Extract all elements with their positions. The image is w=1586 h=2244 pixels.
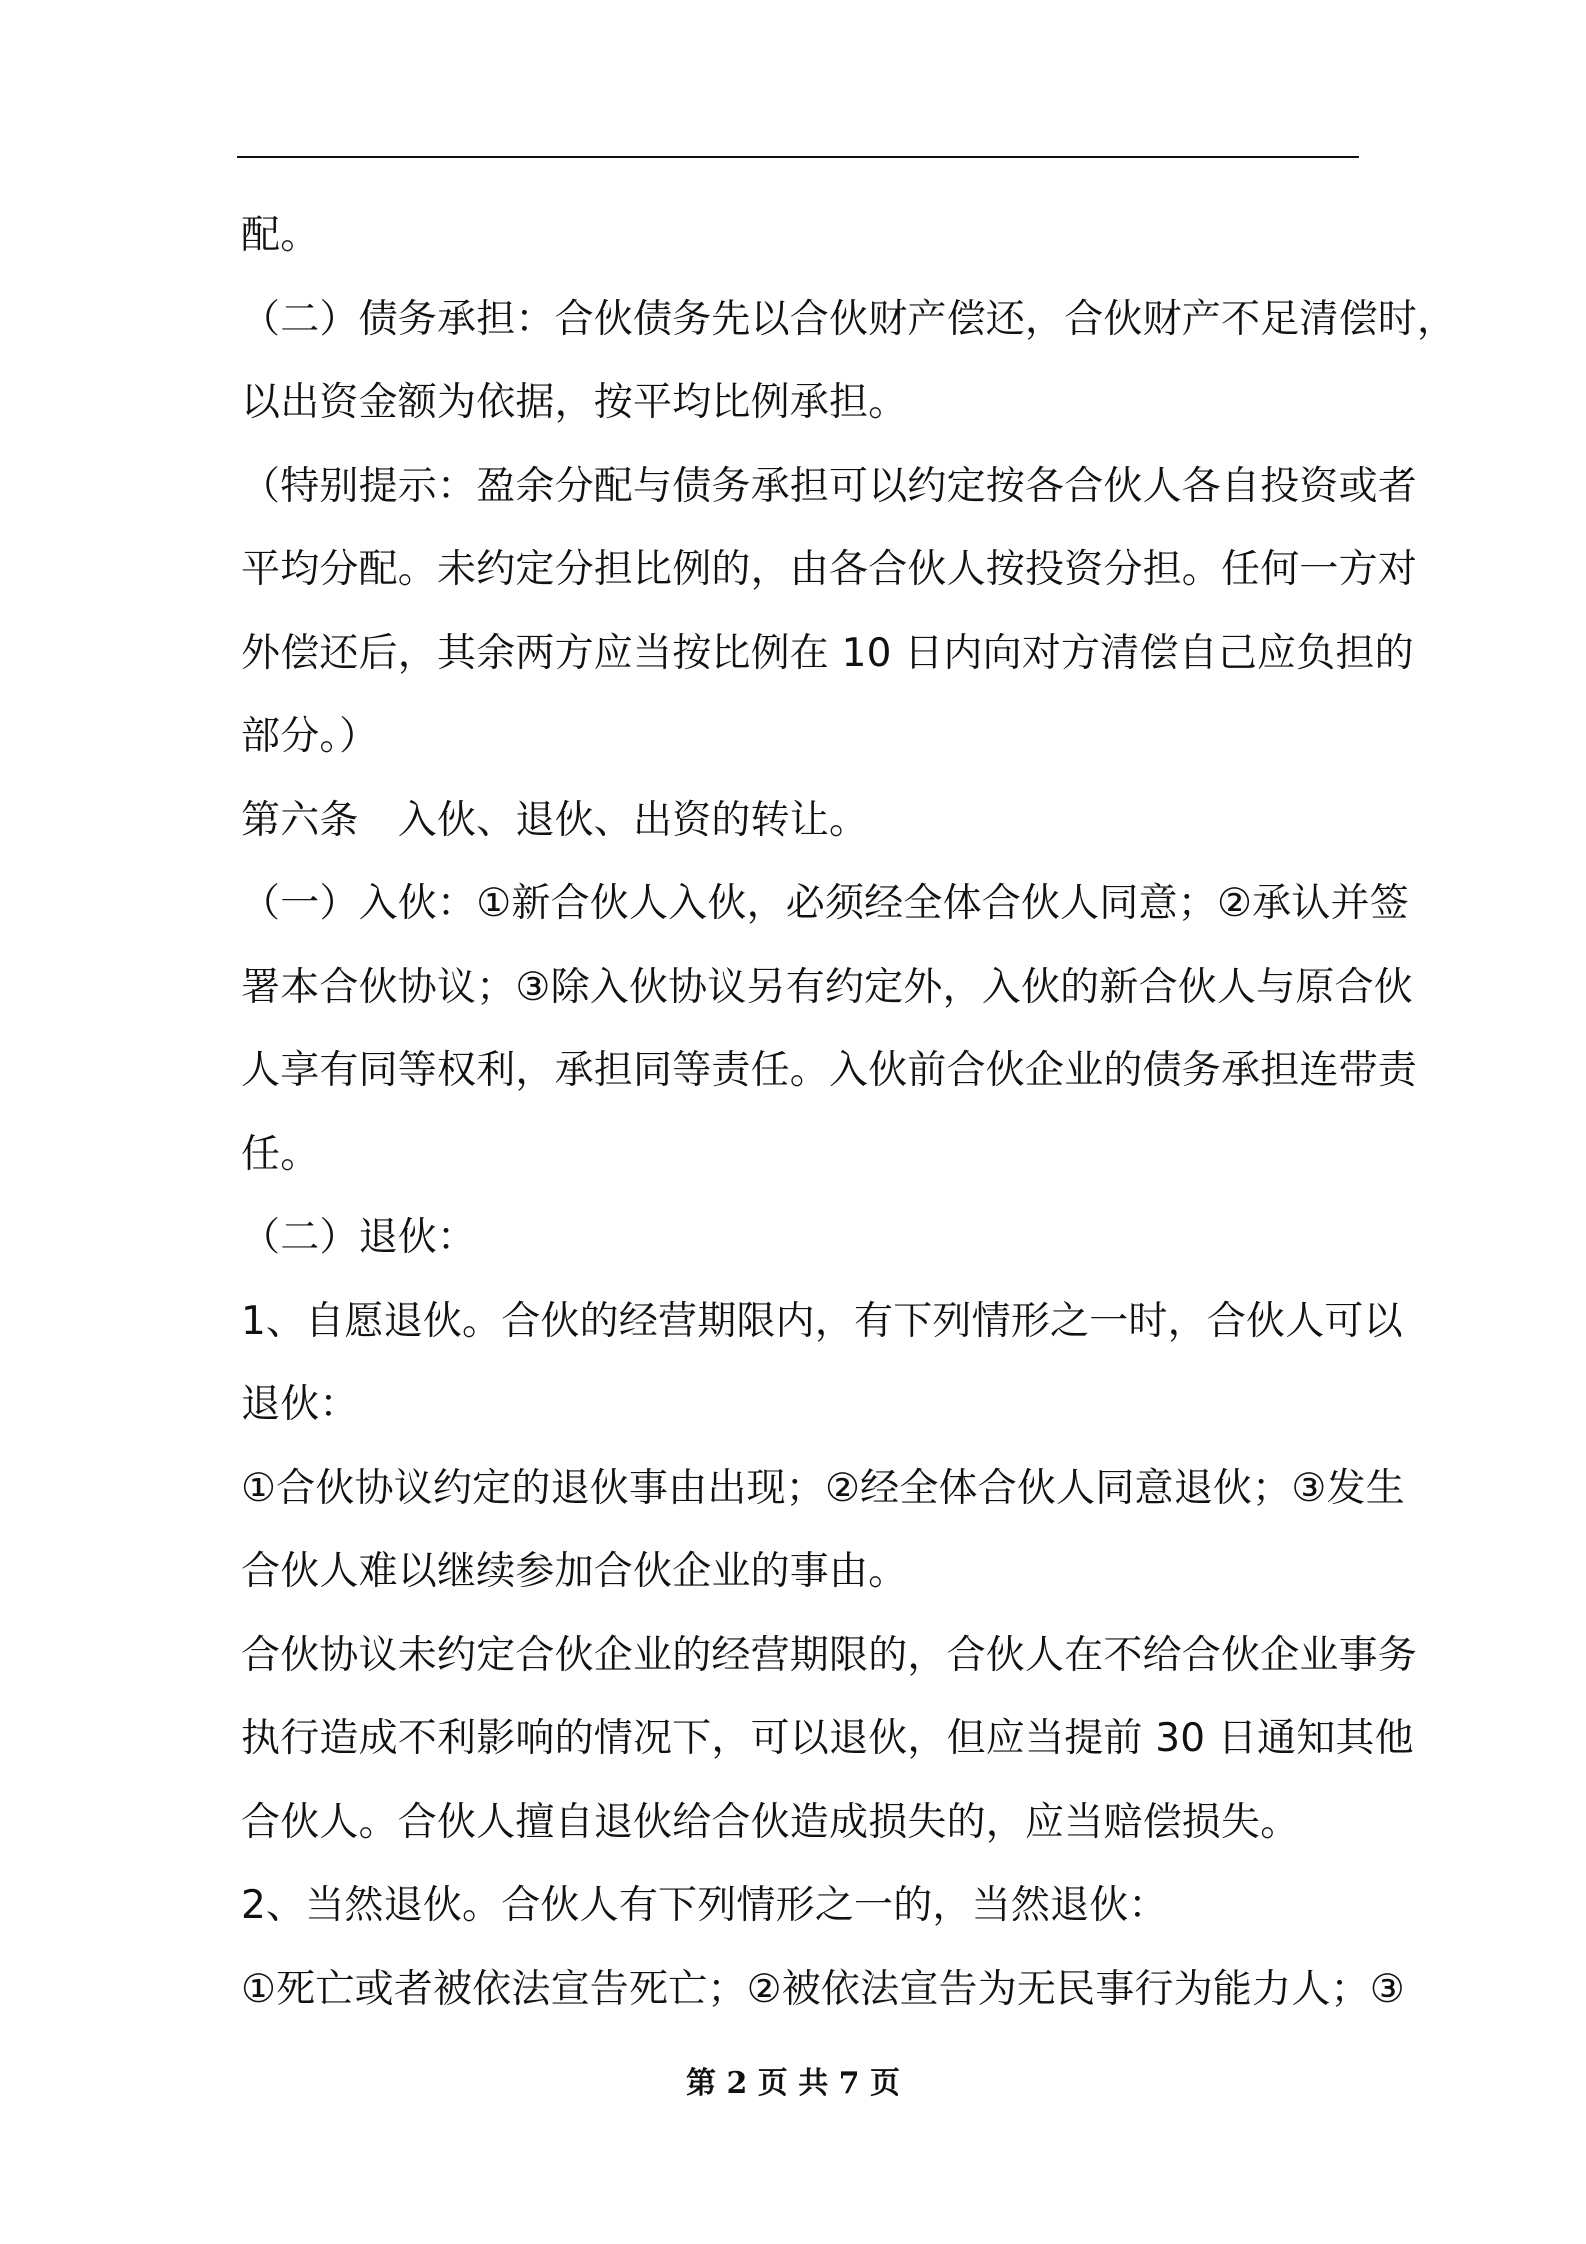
page-number: 第 2 页 共 7 页 xyxy=(686,2066,900,2101)
text-line: （二）债务承担：合伙债务先以合伙财产偿还，合伙财产不足清偿时， xyxy=(241,296,1457,342)
text-line: 合伙协议未约定合伙企业的经营期限的，合伙人在不给合伙企业事务 xyxy=(241,1632,1418,1678)
text-line: 署本合伙协议；③除入伙协议另有约定外，入伙的新合伙人与原合伙 xyxy=(241,964,1413,1010)
text-line: 平均分配。未约定分担比例的，由各合伙人按投资分担。任何一方对 xyxy=(241,547,1418,592)
text-line: 2、当然退伙。合伙人有下列情形之一的，当然退伙： xyxy=(241,1883,1168,1928)
body-text xyxy=(241,194,1457,2031)
text-line: 合伙人。合伙人擅自退伙给合伙造成损失的，应当赔偿损失。 xyxy=(241,1799,1300,1845)
text-line: 配。 xyxy=(241,213,320,258)
text-line: ①死亡或者被依法宣告死亡；②被依法宣告为无民事行为能力人；③ xyxy=(241,1966,1405,2012)
text-line: （特别提示：盈余分配与债务承担可以约定按各合伙人各自投资或者 xyxy=(241,463,1418,509)
text-line: 合伙人难以继续参加合伙企业的事由。 xyxy=(241,1549,908,1594)
text-line: 外偿还后，其余两方应当按比例在 10 日内向对方清偿自己应负担的 xyxy=(241,630,1414,676)
text-line: 以出资金额为依据，按平均比例承担。 xyxy=(241,380,908,425)
header-rule xyxy=(237,156,1359,158)
article-heading: 第六条 入伙、退伙、出资的转让。 xyxy=(241,797,869,843)
text-line: 退伙： xyxy=(241,1382,359,1427)
text-line: 执行造成不利影响的情况下，可以退伙，但应当提前 30 日通知其他 xyxy=(241,1716,1414,1761)
text-line: （二）退伙： xyxy=(241,1215,477,1260)
text-line: （一）入伙：①新合伙人入伙，必须经全体合伙人同意；②承认并签 xyxy=(241,881,1409,926)
text-line: 人享有同等权利，承担同等责任。入伙前合伙企业的债务承担连带责 xyxy=(241,1048,1418,1093)
text-line: 任。 xyxy=(241,1131,320,1177)
text-line: 部分。） xyxy=(241,714,379,759)
text-line: ①合伙协议约定的退伙事由出现；②经全体合伙人同意退伙；③发生 xyxy=(241,1465,1405,1511)
text-line: 1、自愿退伙。合伙的经营期限内，有下列情形之一时，合伙人可以 xyxy=(241,1298,1403,1344)
